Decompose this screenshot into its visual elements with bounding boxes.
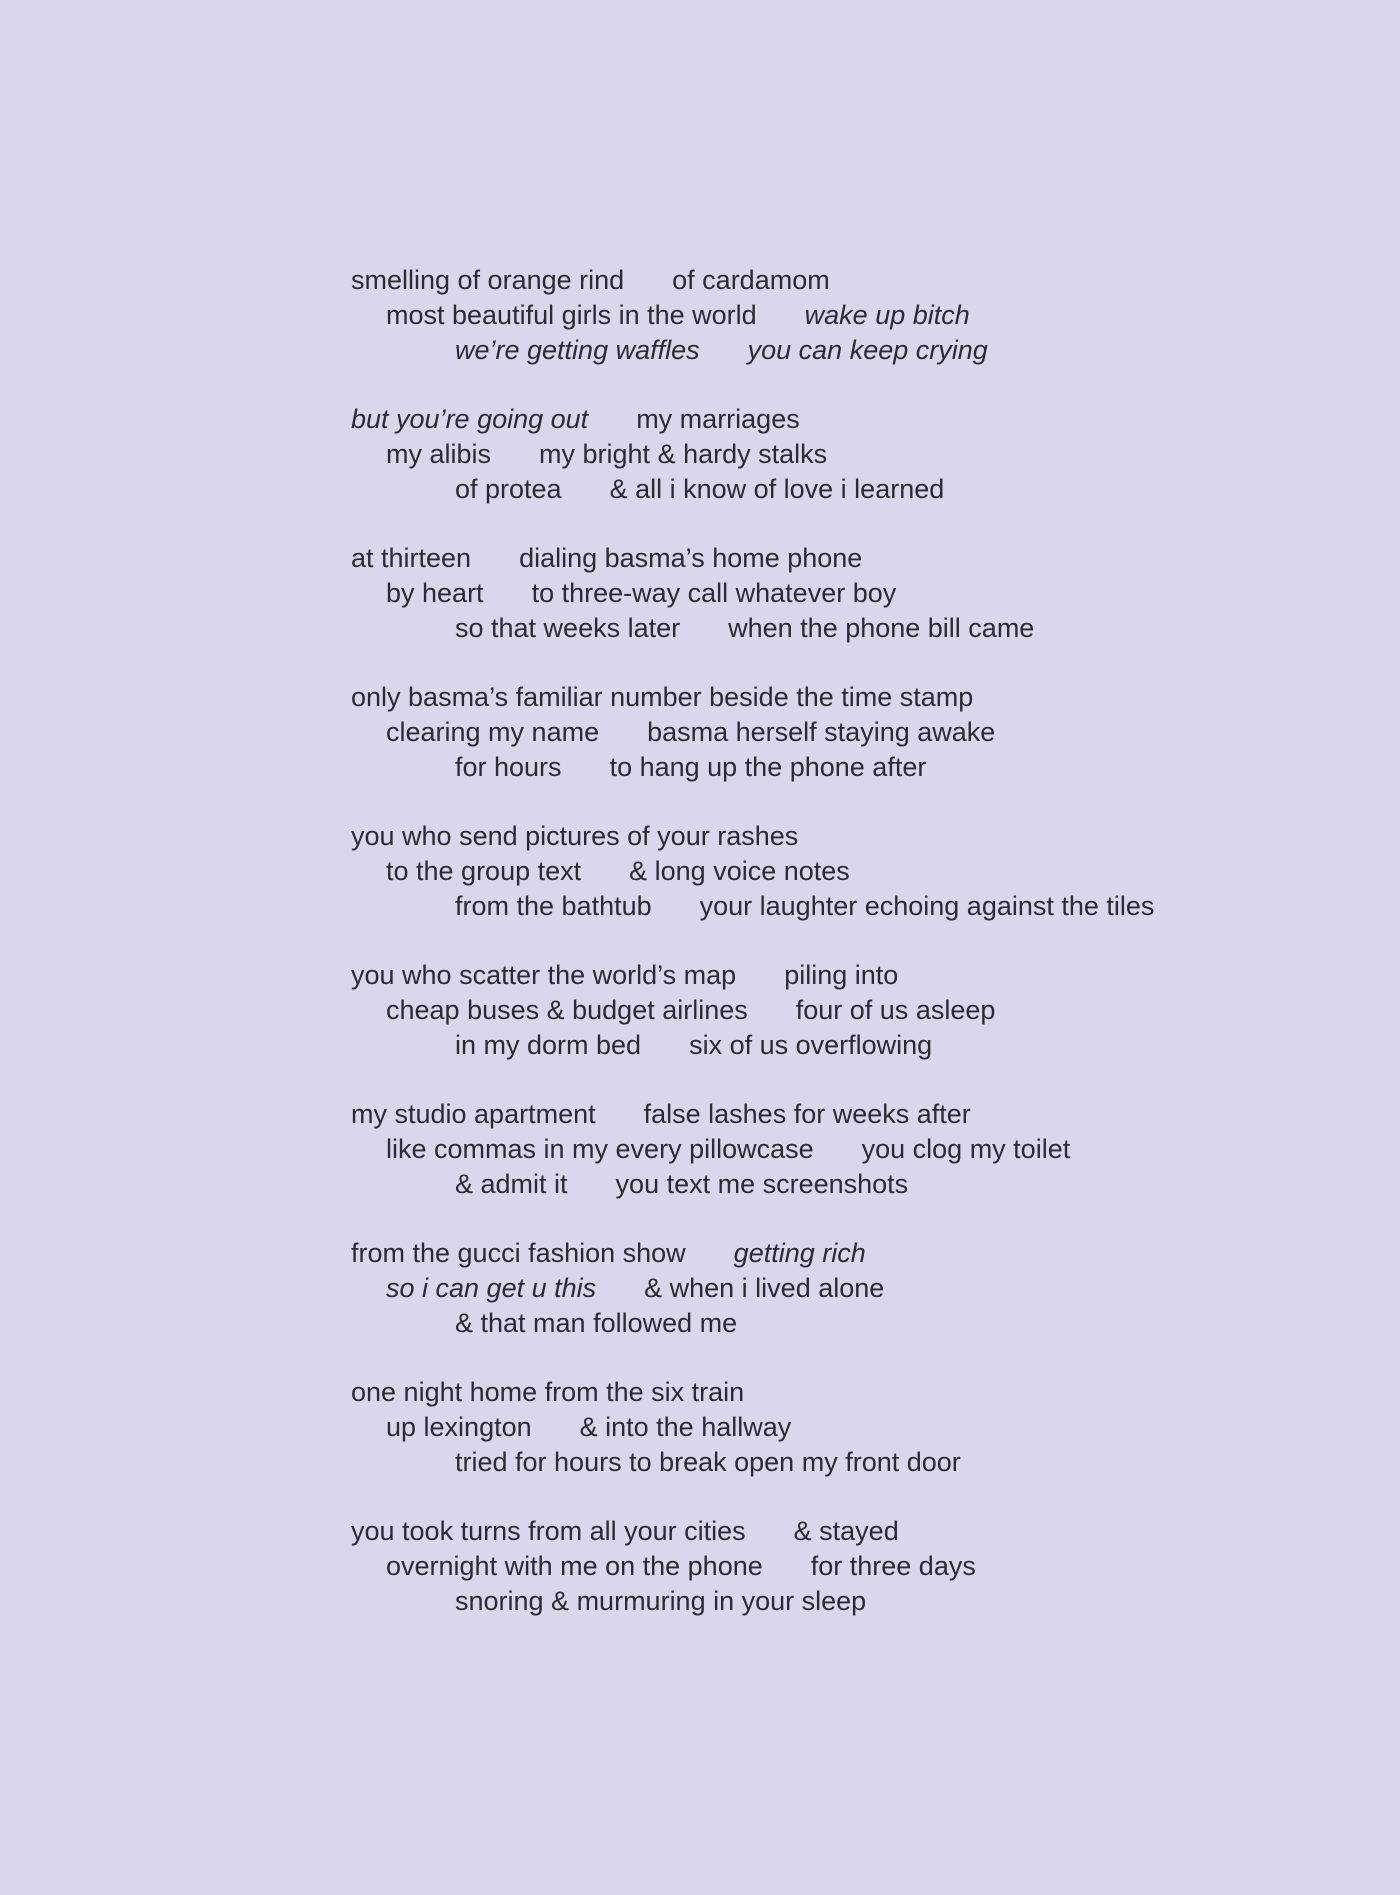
phrase: snoring & murmuring in your sleep (455, 1586, 867, 1616)
phrase: false lashes for weeks after (643, 1099, 971, 1129)
phrase: for hours (455, 752, 562, 782)
stanza (351, 1236, 1351, 1341)
stanza (351, 402, 1351, 507)
phrase: & admit it (455, 1169, 568, 1199)
phrase: for three days (810, 1551, 976, 1581)
poem-line (351, 263, 1351, 298)
poem-line (351, 854, 1351, 889)
phrase: only basma’s familiar number beside the time stamp (351, 682, 974, 712)
poem-line (351, 1584, 1351, 1619)
phrase: clearing my name (386, 717, 600, 747)
phrase: basma herself staying awake (647, 717, 996, 747)
poem-line (351, 1306, 1351, 1341)
phrase: my studio apartment (351, 1099, 596, 1129)
stanza (351, 680, 1351, 785)
poem-line (351, 958, 1351, 993)
phrase: like commas in my every pillowcase (386, 1134, 814, 1164)
phrase: you who send pictures of your rashes (351, 821, 799, 851)
phrase: my marriages (636, 404, 800, 434)
italic-phrase: so i can get u this (386, 1273, 597, 1303)
phrase: your laughter echoing against the tiles (699, 891, 1155, 921)
italic-phrase: but you’re going out (351, 404, 589, 434)
poem-line (351, 1514, 1351, 1549)
poem-line (351, 715, 1351, 750)
poem-line (351, 1028, 1351, 1063)
phrase: dialing basma’s home phone (519, 543, 863, 573)
poem-line (351, 1549, 1351, 1584)
poem-line (351, 298, 1351, 333)
poem-line (351, 750, 1351, 785)
poem-line (351, 1271, 1351, 1306)
poem (351, 263, 1351, 1653)
phrase: one night home from the six train (351, 1377, 745, 1407)
poem-line (351, 1132, 1351, 1167)
phrase: to hang up the phone after (609, 752, 927, 782)
phrase: of cardamom (672, 265, 830, 295)
poem-line (351, 541, 1351, 576)
phrase: piling into (784, 960, 899, 990)
phrase: from the bathtub (455, 891, 652, 921)
phrase: my alibis (386, 439, 492, 469)
stanza (351, 1514, 1351, 1619)
phrase: overnight with me on the phone (386, 1551, 763, 1581)
phrase: smelling of orange rind (351, 265, 625, 295)
phrase: up lexington (386, 1412, 532, 1442)
phrase: you text me screenshots (615, 1169, 909, 1199)
poem-line (351, 333, 1351, 368)
poem-line (351, 1445, 1351, 1480)
italic-phrase: wake up bitch (804, 300, 970, 330)
phrase: to three-way call whatever boy (531, 578, 897, 608)
stanza (351, 541, 1351, 646)
poem-line (351, 1410, 1351, 1445)
stanza (351, 958, 1351, 1063)
phrase: & when i lived alone (644, 1273, 885, 1303)
phrase: you took turns from all your cities (351, 1516, 746, 1546)
phrase: in my dorm bed (455, 1030, 642, 1060)
phrase: from the gucci fashion show (351, 1238, 686, 1268)
phrase: & stayed (793, 1516, 899, 1546)
phrase: & that man followed me (455, 1308, 738, 1338)
phrase: when the phone bill came (728, 613, 1035, 643)
stanza (351, 1097, 1351, 1202)
phrase: four of us asleep (795, 995, 996, 1025)
phrase: cheap buses & budget airlines (386, 995, 748, 1025)
stanza (351, 263, 1351, 368)
poem-line (351, 472, 1351, 507)
poem-line (351, 402, 1351, 437)
phrase: so that weeks later (455, 613, 681, 643)
stanza (351, 1375, 1351, 1480)
poem-line (351, 993, 1351, 1028)
poem-line (351, 576, 1351, 611)
phrase: you clog my toilet (861, 1134, 1071, 1164)
poem-line (351, 819, 1351, 854)
poem-line (351, 1236, 1351, 1271)
phrase: most beautiful girls in the world (386, 300, 757, 330)
poem-line (351, 1097, 1351, 1132)
italic-phrase: you can keep crying (747, 335, 988, 365)
italic-phrase: getting rich (733, 1238, 866, 1268)
phrase: you who scatter the world’s map (351, 960, 737, 990)
poem-line (351, 437, 1351, 472)
poem-line (351, 1375, 1351, 1410)
phrase: to the group text (386, 856, 582, 886)
poem-line (351, 680, 1351, 715)
poem-line (351, 889, 1351, 924)
phrase: & long voice notes (629, 856, 850, 886)
phrase: & into the hallway (579, 1412, 792, 1442)
phrase: six of us overflowing (689, 1030, 933, 1060)
stanza (351, 819, 1351, 924)
phrase: by heart (386, 578, 484, 608)
poem-line (351, 1167, 1351, 1202)
phrase: & all i know of love i learned (609, 474, 945, 504)
phrase: my bright & hardy stalks (539, 439, 828, 469)
poem-line (351, 611, 1351, 646)
phrase: at thirteen (351, 543, 472, 573)
phrase: tried for hours to break open my front door (455, 1447, 961, 1477)
phrase: of protea (455, 474, 562, 504)
italic-phrase: we’re getting waffles (455, 335, 700, 365)
